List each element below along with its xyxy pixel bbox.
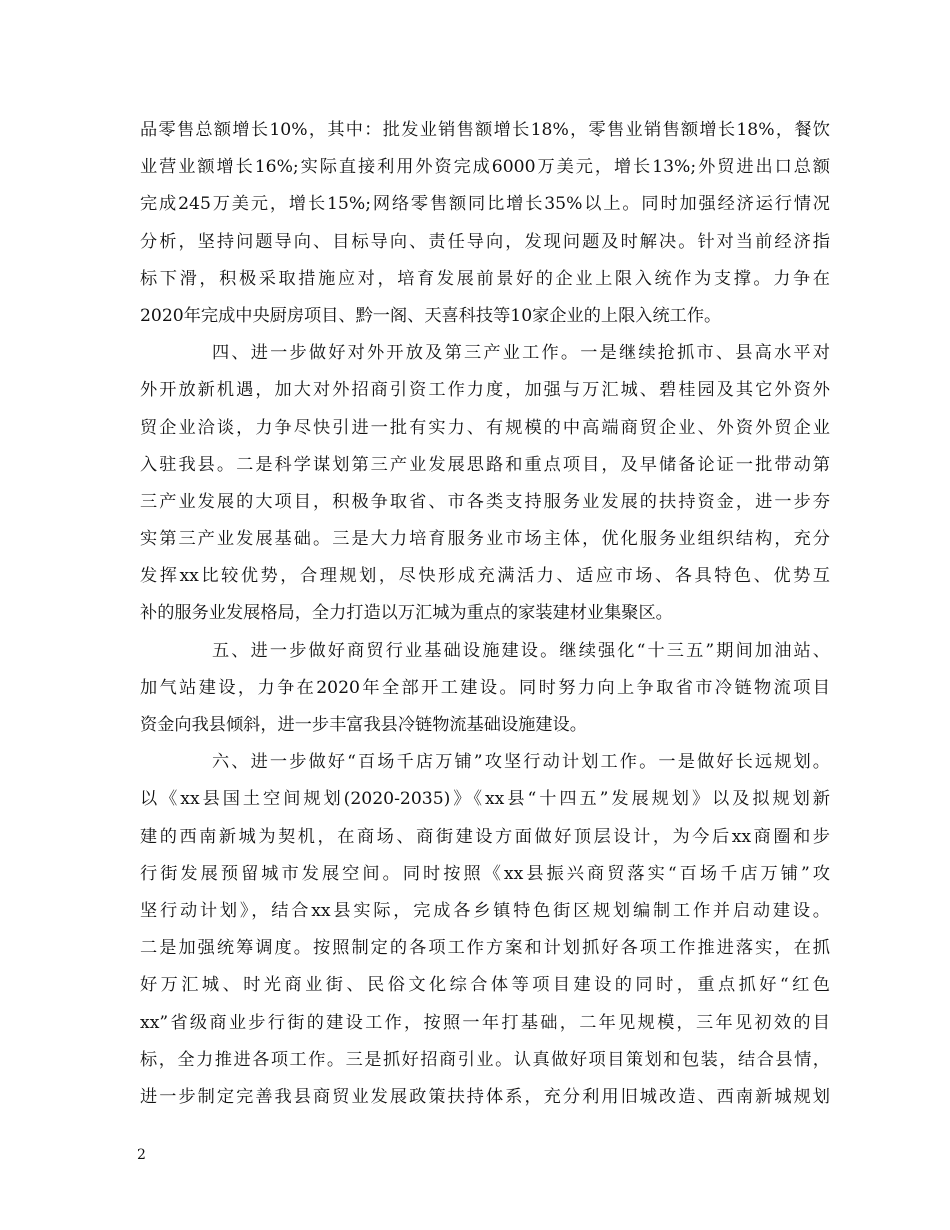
text-line: 以《xx县国土空间规划(2020-2035)》《xx县“十四五”发展规划》以及拟规划新 <box>140 789 830 810</box>
text-line: 五、进一步做好商贸行业基础设施建设。继续强化“十三五”期间加油站、 <box>212 640 830 661</box>
text-line: 分析，坚持问题导向、目标导向、责任导向，发现问题及时解决。针对当前经济指 <box>140 231 830 252</box>
text-line: 2020年完成中央厨房项目、黔一阁、天喜科技等10家企业的上限入统工作。 <box>140 305 722 326</box>
text-line: 实第三产业发展基础。三是大力培育服务业市场主体，优化服务业组织结构，充分 <box>140 529 830 550</box>
paragraph-five <box>140 633 830 745</box>
text-line: 建的西南新城为契机，在商场、商街建设方面做好顶层设计，为今后xx商圈和步 <box>140 826 830 847</box>
paragraph-four <box>140 335 830 633</box>
text-line: xx”省级商业步行街的建设工作，按照一年打基础，二年见规模，三年见初效的目 <box>140 1012 830 1033</box>
text-line: 贸企业洽谈，力争尽快引进一批有实力、有规模的中高端商贸企业、外资外贸企业 <box>140 417 830 438</box>
text-line: 完成245万美元，增长15%;网络零售额同比增长35%以上。同时加强经济运行情况 <box>140 194 830 215</box>
text-line: 发挥xx比较优势，合理规划，尽快形成充满活力、适应市场、各具特色、优势互 <box>140 566 830 587</box>
text-line: 好万汇城、时光商业街、民俗文化综合体等项目建设的同时，重点抓好“红色 <box>140 975 830 996</box>
text-line: 行街发展预留城市发展空间。同时按照《xx县振兴商贸落实“百场千店万铺”攻 <box>140 863 830 884</box>
text-line: 标下滑，积极采取措施应对，培育发展前景好的企业上限入统作为支撑。力争在 <box>140 268 830 289</box>
document-body <box>140 112 830 1116</box>
text-line: 入驻我县。二是科学谋划第三产业发展思路和重点项目，及早储备论证一批带动第 <box>140 454 830 475</box>
text-line: 品零售总额增长10%，其中：批发业销售额增长18%，零售业销售额增长18%，餐饮 <box>140 120 830 140</box>
paragraph-six <box>140 744 830 1116</box>
text-line: 标，全力推进各项工作。三是抓好招商引业。认真做好项目策划和包装，结合县情， <box>140 1049 830 1070</box>
text-line: 二是加强统筹调度。按照制定的各项工作方案和计划抓好各项工作推进落实，在抓 <box>140 938 830 959</box>
text-line: 四、进一步做好对外开放及第三产业工作。一是继续抢抓市、县高水平对 <box>212 343 830 364</box>
text-line: 加气站建设，力争在2020年全部开工建设。同时努力向上争取省市冷链物流项目 <box>140 677 830 698</box>
text-line: 进一步制定完善我县商贸业发展政策扶持体系，充分利用旧城改造、西南新城规划 <box>140 1086 830 1107</box>
page-number: 2 <box>137 1147 146 1163</box>
text-line: 业营业额增长16%;实际直接利用外资完成6000万美元，增长13%;外贸进出口总额 <box>140 157 830 178</box>
text-line: 六、进一步做好“百场千店万铺”攻坚行动计划工作。一是做好长远规划。 <box>212 752 830 773</box>
text-line: 外开放新机遇，加大对外招商引资工作力度，加强与万汇城、碧桂园及其它外资外 <box>140 380 830 401</box>
text-line: 补的服务业发展格局，全力打造以万汇城为重点的家装建材业集聚区。 <box>140 603 673 624</box>
text-line: 资金向我县倾斜，进一步丰富我县冷链物流基础设施建设。 <box>140 715 587 735</box>
text-line: 坚行动计划》，结合xx县实际，完成各乡镇特色街区规划编制工作并启动建设。 <box>140 900 830 921</box>
text-line: 三产业发展的大项目，积极争取省、市各类支持服务业发展的扶持资金，进一步夯 <box>140 491 830 512</box>
paragraph-continuation <box>140 112 830 335</box>
